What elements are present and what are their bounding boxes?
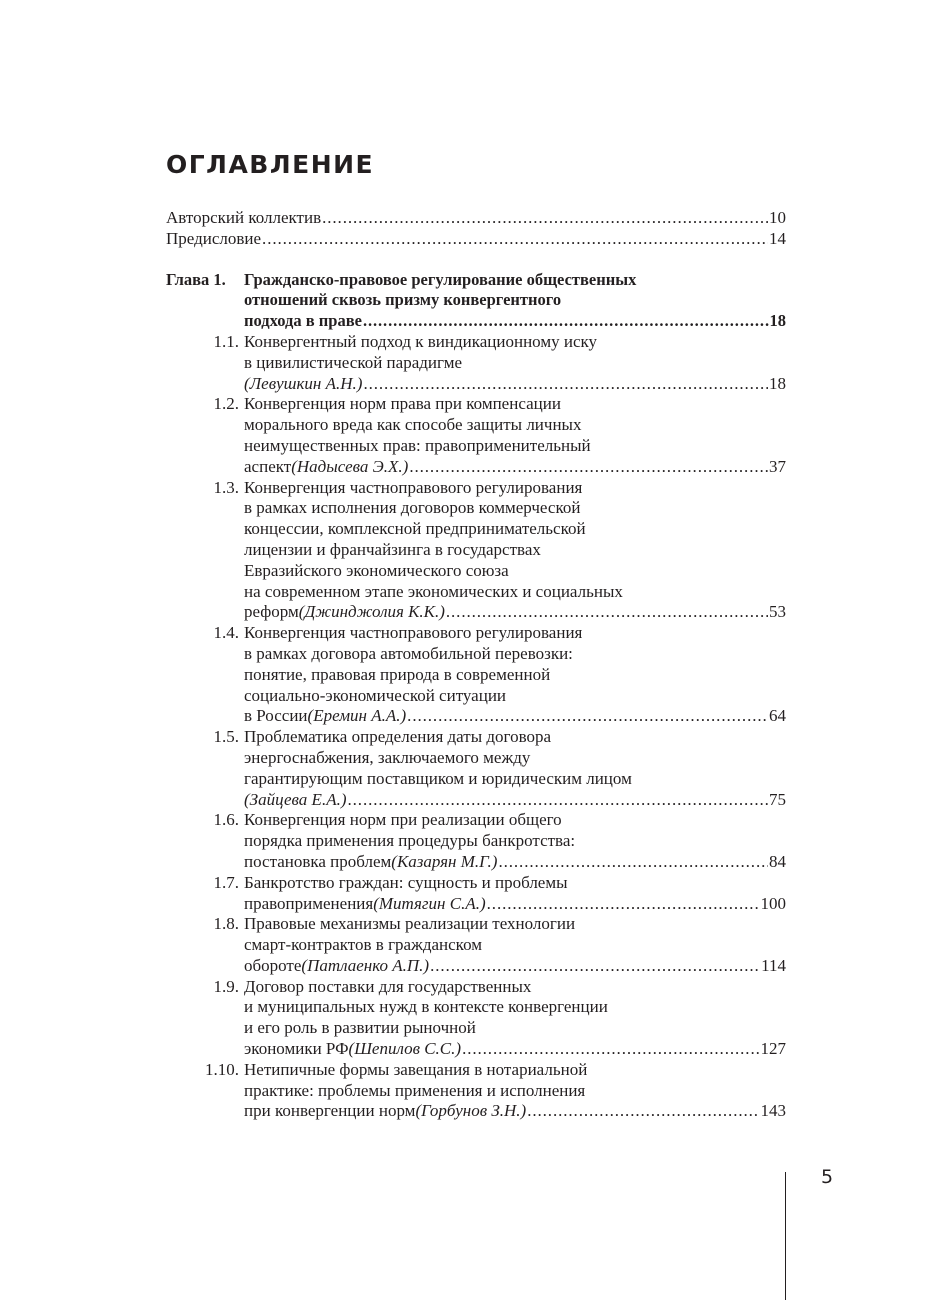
- section-line: [166, 873, 786, 894]
- entry-page: 14: [769, 228, 786, 248]
- toc-section[interactable]: [166, 623, 786, 727]
- section-title-text: Правовые механизмы реализации технологии: [244, 914, 576, 934]
- section-line: [166, 748, 786, 769]
- section-line: [166, 415, 786, 436]
- section-line: [166, 977, 786, 998]
- section-line: [166, 894, 786, 915]
- section-number: 1.7.: [213, 872, 239, 892]
- section-line: [166, 519, 786, 540]
- section-title-text: правоприменения: [244, 893, 374, 913]
- section-line: [166, 706, 786, 727]
- chapter-title-line: [166, 290, 786, 311]
- section-line: [166, 686, 786, 707]
- dot-leader: [487, 894, 760, 915]
- toc-section[interactable]: [166, 394, 786, 477]
- dot-leader: [363, 374, 768, 395]
- section-line: [166, 394, 786, 415]
- toc-entry[interactable]: [166, 208, 786, 229]
- table-of-contents: [166, 208, 786, 1122]
- section-title-text: в рамках исполнения договоров коммерческой: [244, 498, 581, 518]
- section-number: 1.2.: [213, 394, 239, 414]
- section-line: [166, 1060, 786, 1081]
- entry-title: Авторский коллектив: [166, 208, 322, 227]
- section-title-text: неимущественных прав: правоприменительный: [244, 435, 591, 455]
- section-title-text: гарантирующим поставщиком и юридическим лицом: [244, 768, 632, 788]
- section-line: [166, 582, 786, 603]
- dot-leader: [407, 706, 768, 727]
- section-line: [166, 1018, 786, 1039]
- section-author: (Митягин С.А.): [373, 893, 486, 913]
- section-title-text: смарт-контрактов в гражданском: [244, 935, 482, 955]
- chapter-title-line: [166, 270, 786, 291]
- section-line: [166, 644, 786, 665]
- chapter-title-line: [166, 311, 786, 332]
- toc-section[interactable]: [166, 873, 786, 915]
- section-title-text: в рамках договора автомобильной перевозки:: [244, 643, 573, 663]
- section-line: [166, 436, 786, 457]
- section-title-text: в России: [244, 706, 308, 726]
- section-title-text: Конвергенция частноправового регулирования: [244, 477, 583, 497]
- section-title-text: понятие, правовая природа в современной: [244, 664, 551, 684]
- section-number: 1.5.: [213, 727, 239, 747]
- section-line: [166, 498, 786, 519]
- section-title-text: Конвергентный подход к виндикационному иску: [244, 331, 598, 351]
- section-title-text: Проблематика определения даты договора: [244, 727, 552, 747]
- section-line: [166, 374, 786, 395]
- dot-leader: [322, 208, 768, 229]
- section-number: 1.9.: [213, 976, 239, 996]
- section-title-text: энергоснабжения, заключаемого между: [244, 747, 531, 767]
- section-page: 53: [769, 602, 786, 622]
- section-line: [166, 353, 786, 374]
- chapter-page: 18: [769, 311, 786, 331]
- chapter-entry[interactable]: [166, 270, 786, 332]
- chapter-title-text: подхода в праве: [244, 311, 362, 331]
- section-author: (Шепилов С.С.): [348, 1039, 462, 1059]
- section-line: [166, 623, 786, 644]
- section-title-text: и его роль в развитии рыночной: [244, 1018, 476, 1038]
- toc-entry[interactable]: [166, 229, 786, 250]
- section-line: [166, 997, 786, 1018]
- section-page: 37: [769, 456, 786, 476]
- section-title-text: реформ: [244, 602, 299, 622]
- toc-section[interactable]: [166, 810, 786, 872]
- dot-leader: [498, 852, 768, 873]
- section-author: (Зайцева Е.А.): [244, 789, 347, 809]
- section-title-text: морального вреда как способе защиты личных: [244, 415, 582, 435]
- section-title-text: в цивилистической парадигме: [244, 352, 463, 372]
- page-number: 5: [821, 1166, 834, 1188]
- margin-rule: [785, 1172, 786, 1300]
- section-line: [166, 790, 786, 811]
- section-page: 84: [769, 851, 786, 871]
- section-title-text: Конвергенция норм права при компенсации: [244, 394, 561, 414]
- section-line: [166, 1101, 786, 1122]
- section-title-text: порядка применения процедуры банкротства:: [244, 831, 576, 851]
- dot-leader: [262, 229, 768, 250]
- section-title-text: и муниципальных нужд в контексте конвергенции: [244, 997, 608, 1017]
- section-title-text: Евразийского экономического союза: [244, 560, 509, 580]
- section-number: 1.8.: [213, 914, 239, 934]
- dot-leader: [446, 602, 768, 623]
- section-title-text: Нетипичные формы завещания в нотариальной: [244, 1059, 588, 1079]
- section-page: 114: [761, 955, 786, 975]
- section-number: 1.4.: [213, 623, 239, 643]
- toc-section[interactable]: [166, 1060, 786, 1122]
- section-author: (Надысева Э.Х.): [291, 456, 409, 476]
- toc-section[interactable]: [166, 478, 786, 624]
- section-author: (Горбунов З.Н.): [415, 1101, 527, 1121]
- section-title-text: Договор поставки для государственных: [244, 976, 532, 996]
- toc-section[interactable]: [166, 727, 786, 810]
- dot-leader: [348, 790, 769, 811]
- chapter-label: Глава 1.: [166, 269, 226, 289]
- section-title-text: экономики РФ: [244, 1039, 349, 1059]
- section-number: 1.1.: [213, 331, 239, 351]
- section-line: [166, 561, 786, 582]
- dot-leader: [363, 311, 769, 332]
- section-page: 100: [760, 893, 786, 913]
- entry-page: 10: [769, 208, 786, 227]
- toc-section[interactable]: [166, 332, 786, 394]
- section-author: (Джинджолия К.К.): [298, 602, 445, 622]
- section-title-text: аспект: [244, 456, 292, 476]
- section-line: [166, 914, 786, 935]
- section-title-text: на современном этапе экономических и социальных: [244, 581, 623, 601]
- section-page: 18: [769, 373, 786, 393]
- dot-leader: [430, 956, 760, 977]
- section-line: [166, 852, 786, 873]
- section-title-text: Банкротство граждан: сущность и проблемы: [244, 872, 568, 892]
- section-title-text: практике: проблемы применения и исполнения: [244, 1080, 586, 1100]
- section-author: (Казарян М.Г.): [391, 851, 498, 871]
- section-author: (Левушкин А.Н.): [244, 373, 363, 393]
- section-page: 127: [760, 1039, 786, 1059]
- section-title-text: концессии, комплексной предпринимательской: [244, 519, 586, 539]
- chapter-title-text: Гражданско-правовое регулирование общественных: [244, 269, 637, 289]
- dot-leader: [409, 457, 768, 478]
- section-line: [166, 727, 786, 748]
- spacer: [166, 250, 786, 270]
- section-line: [166, 602, 786, 623]
- section-line: [166, 956, 786, 977]
- section-title-text: Конвергенция норм при реализации общего: [244, 810, 562, 830]
- toc-section[interactable]: [166, 977, 786, 1060]
- section-page: 64: [769, 706, 786, 726]
- section-line: [166, 332, 786, 353]
- section-line: [166, 810, 786, 831]
- section-line: [166, 831, 786, 852]
- section-author: (Патлаенко А.П.): [301, 955, 430, 975]
- section-title-text: Конвергенция частноправового регулирования: [244, 623, 583, 643]
- page-title: ОГЛАВЛЕНИЕ: [166, 150, 375, 179]
- section-number: 1.6.: [213, 810, 239, 830]
- section-line: [166, 665, 786, 686]
- section-title-text: постановка проблем: [244, 851, 392, 871]
- section-entries: [166, 332, 786, 1122]
- section-line: [166, 1039, 786, 1060]
- section-number: 1.3.: [213, 477, 239, 497]
- section-title-text: обороте: [244, 955, 302, 975]
- section-title-text: лицензии и франчайзинга в государствах: [244, 539, 541, 559]
- section-line: [166, 1081, 786, 1102]
- section-title-text: при конвергенции норм: [244, 1101, 416, 1121]
- section-line: [166, 935, 786, 956]
- chapter-title-text: отношений сквозь призму конвергентного: [244, 290, 562, 310]
- section-author: (Еремин А.А.): [307, 706, 407, 726]
- section-line: [166, 478, 786, 499]
- section-line: [166, 540, 786, 561]
- section-page: 143: [760, 1101, 786, 1121]
- section-line: [166, 457, 786, 478]
- dot-leader: [462, 1039, 759, 1060]
- dot-leader: [527, 1101, 759, 1122]
- section-page: 75: [769, 789, 786, 809]
- entry-title: Предисловие: [166, 228, 262, 248]
- front-matter-entries: [166, 208, 786, 250]
- section-title-text: социально-экономической ситуации: [244, 685, 507, 705]
- section-line: [166, 769, 786, 790]
- toc-section[interactable]: [166, 914, 786, 976]
- section-number: 1.10.: [205, 1059, 239, 1079]
